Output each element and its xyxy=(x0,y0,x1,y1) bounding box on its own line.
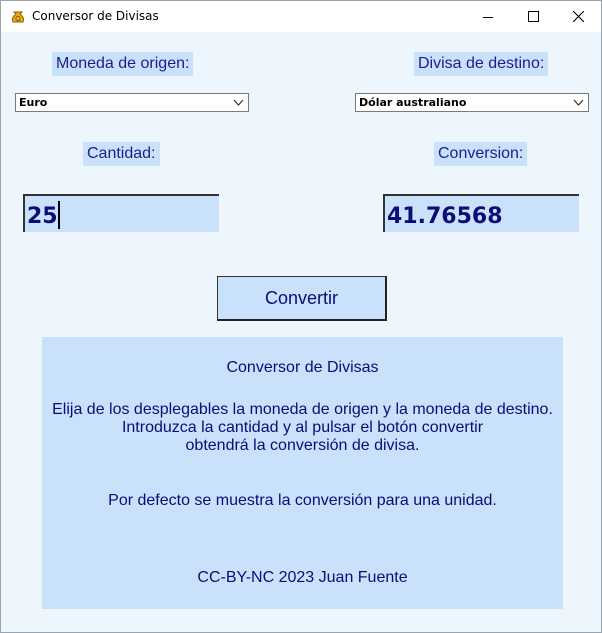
text-caret xyxy=(58,201,60,229)
result-entry[interactable] xyxy=(383,194,579,232)
origin-currency-select[interactable] xyxy=(15,93,249,112)
amount-label: Cantidad: xyxy=(83,142,160,166)
chevron-down-icon xyxy=(573,98,584,107)
info-footer: CC-BY-NC 2023 Juan Fuente xyxy=(197,569,408,586)
amount-entry[interactable] xyxy=(23,194,219,232)
minimize-icon xyxy=(483,12,493,22)
client-area xyxy=(1,32,601,632)
minimize-button[interactable] xyxy=(465,1,511,32)
info-line-4: Por defecto se muestra la conversión para una unidad. xyxy=(108,492,497,509)
maximize-button[interactable] xyxy=(510,1,556,32)
money-bag-icon[interactable] xyxy=(10,9,26,24)
info-line-2: Introduzca la cantidad y al pulsar el botón convertir xyxy=(121,419,484,436)
info-title: Conversor de Divisas xyxy=(226,359,379,376)
result-input[interactable] xyxy=(385,196,579,232)
convert-button[interactable]: Convertir xyxy=(217,276,387,321)
origin-selected-value: Euro xyxy=(19,96,48,109)
maximize-icon xyxy=(528,11,539,22)
close-icon xyxy=(573,11,584,22)
result-label: Conversion: xyxy=(434,142,527,166)
destination-currency-select[interactable] xyxy=(355,93,589,112)
destination-label: Divisa de destino: xyxy=(414,52,548,76)
amount-input[interactable] xyxy=(25,196,219,232)
close-button[interactable] xyxy=(555,1,601,32)
info-line-3: obtendrá la conversión de divisa. xyxy=(185,437,420,454)
info-line-1: Elija de los desplegables la moneda de origen y la moneda de destino. xyxy=(52,401,553,418)
chevron-down-icon xyxy=(233,98,244,107)
title-bar[interactable] xyxy=(1,1,601,32)
window-title: Conversor de Divisas xyxy=(32,9,159,23)
destination-selected-value: Dólar australiano xyxy=(359,96,467,109)
info-panel xyxy=(42,337,563,609)
origin-label: Moneda de origen: xyxy=(52,52,193,76)
